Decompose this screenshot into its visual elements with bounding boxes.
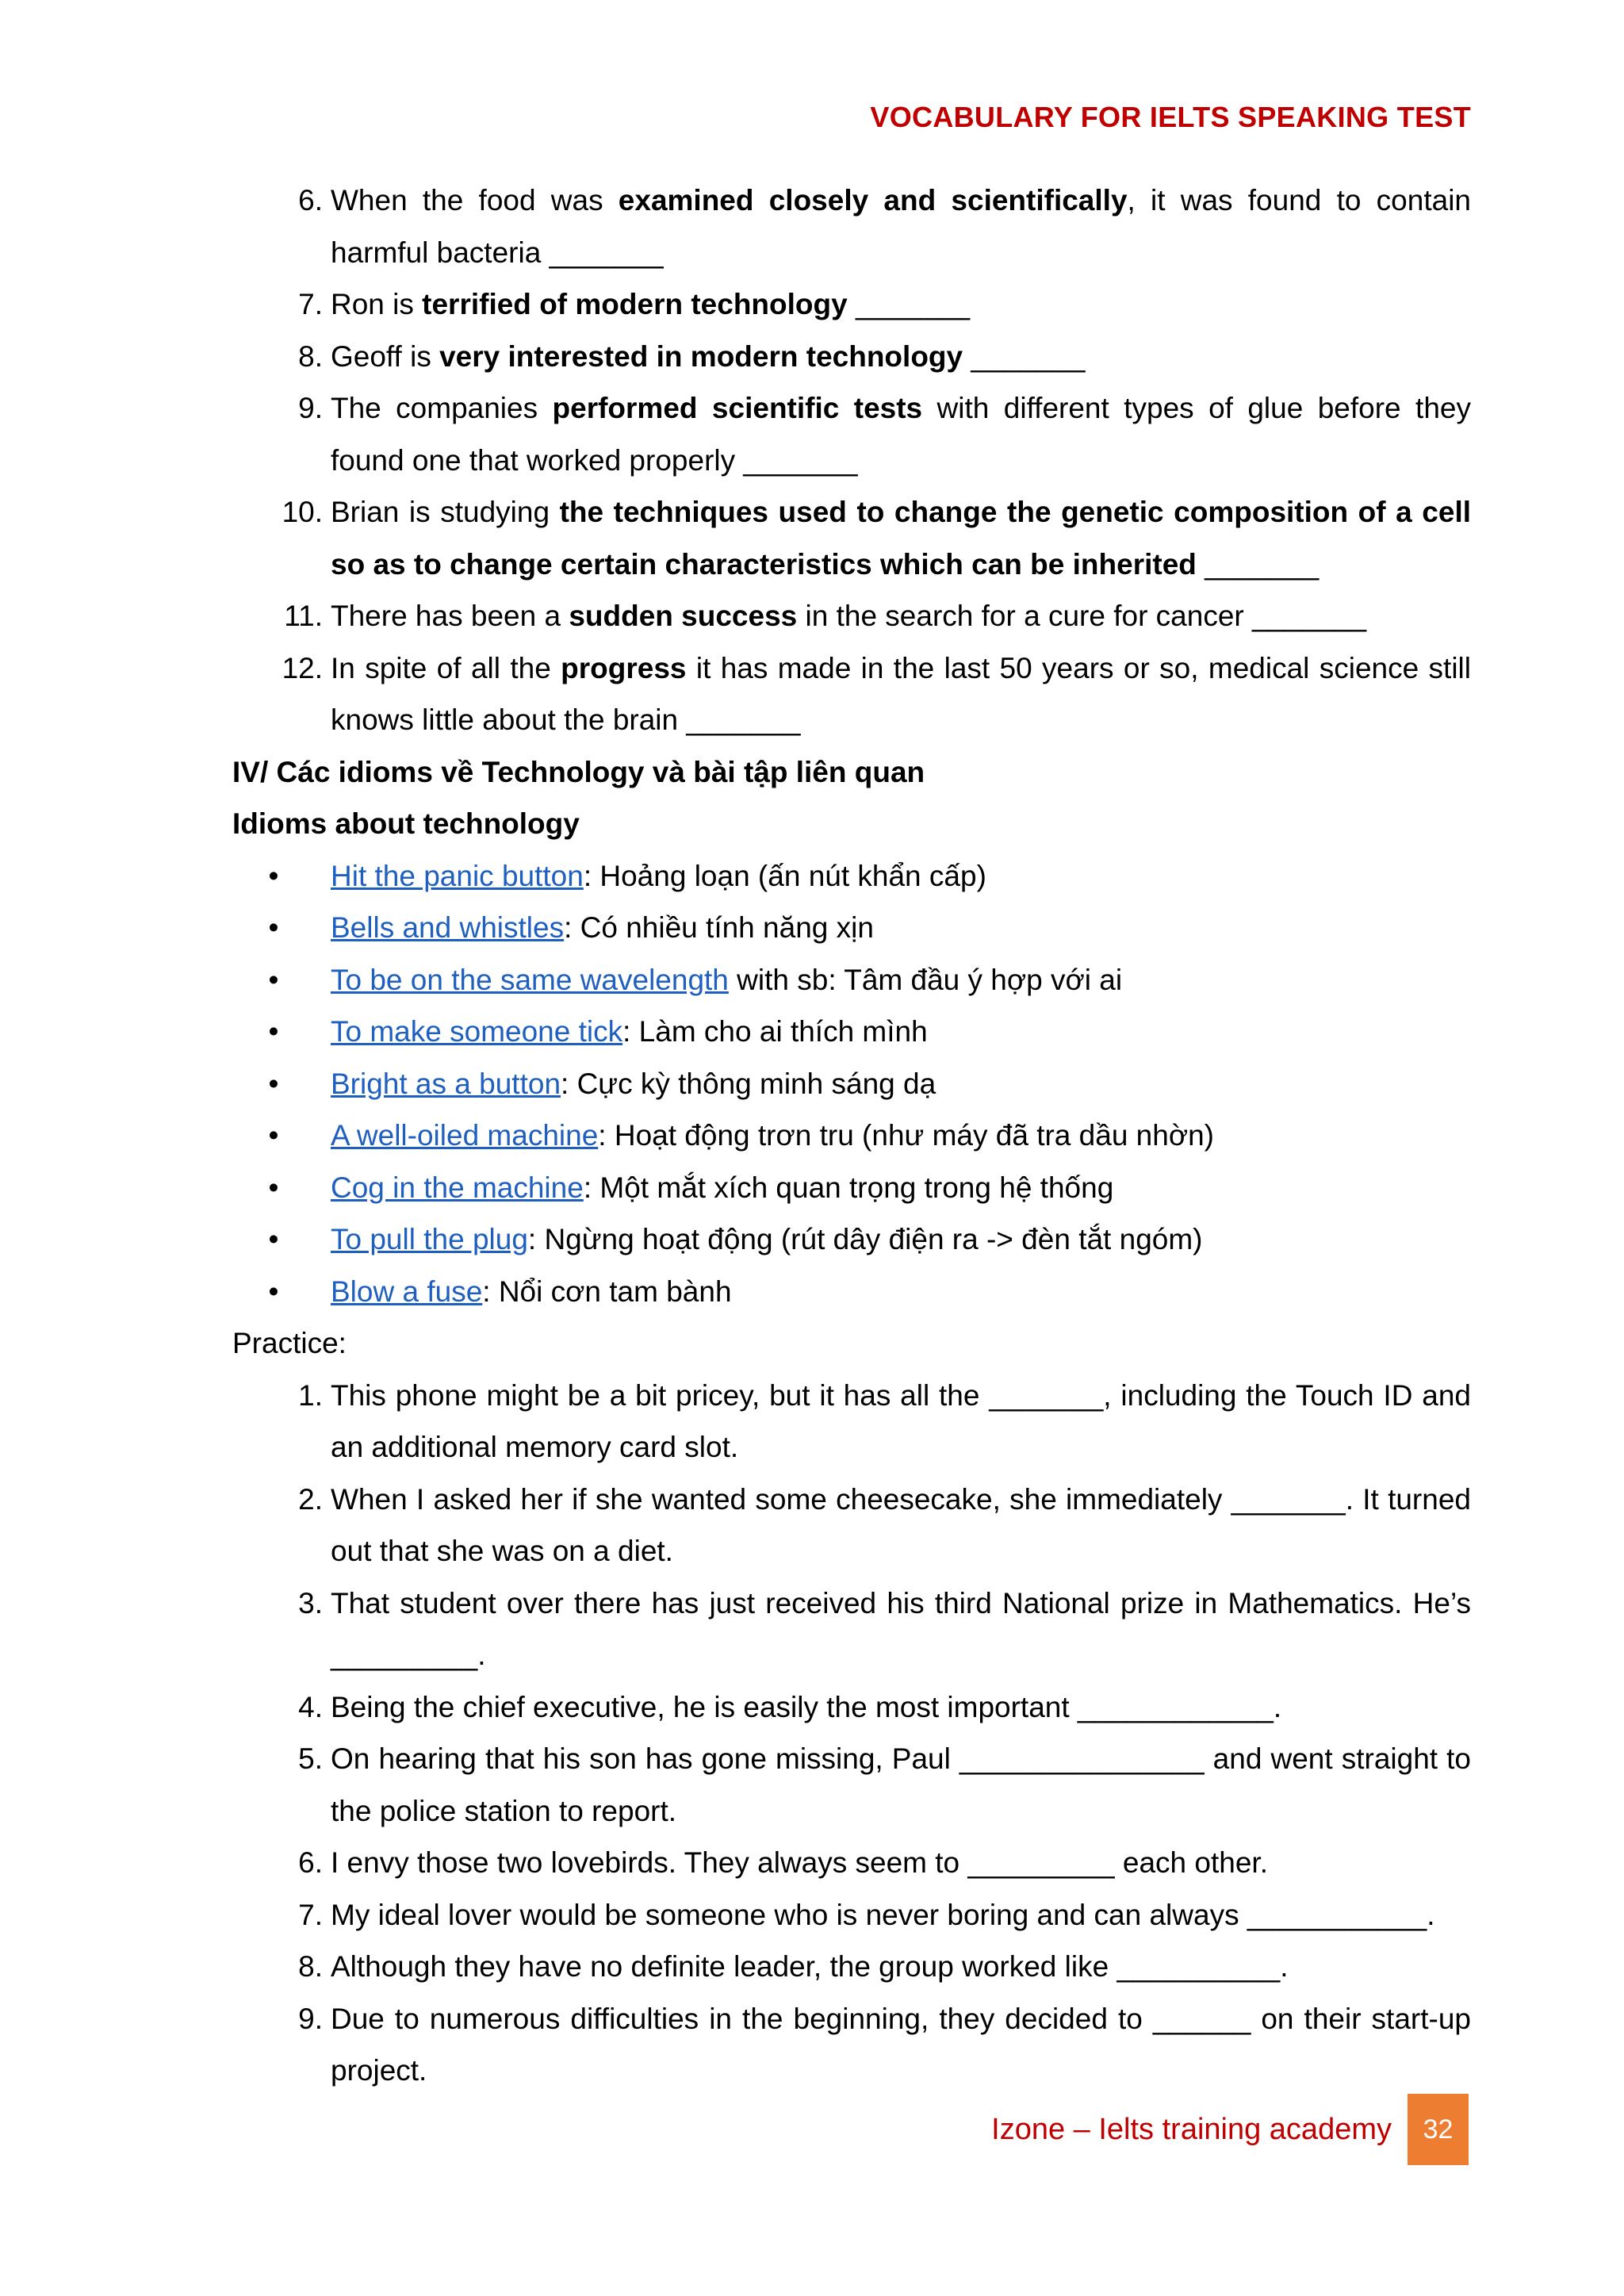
item-number: 7.: [298, 288, 323, 320]
bullet-icon: •: [268, 1015, 279, 1048]
text-segment: it has made in the last 50 years or so, medical science still knows little about the brain _______: [331, 651, 1471, 736]
text-segment: Ron is: [331, 288, 423, 320]
bold-phrase: very interested in modern technology: [439, 339, 963, 373]
bold-phrase: sudden success: [569, 600, 798, 632]
idiom-text: [331, 1110, 1214, 1162]
bold-phrase: performed scientific tests: [552, 392, 923, 424]
item-text: Although they have no definite leader, the group worked like __________.: [331, 1950, 1289, 1983]
idiom-link[interactable]: Blow a fuse: [331, 1274, 483, 1308]
item-text: This phone might be a bit pricey, but it has all the _______, including the Touch ID and an additional memory card slot.: [331, 1378, 1471, 1463]
item-text: [331, 174, 1471, 278]
exercise-item: [232, 642, 1471, 746]
idioms-heading: Idioms about technology: [232, 807, 580, 840]
text-segment: In spite of all the: [331, 651, 561, 684]
exercise-item: [232, 590, 1471, 642]
idiom-text: [331, 954, 1122, 1006]
practice-item: [232, 1681, 1471, 1734]
item-number: 7.: [298, 1898, 323, 1931]
practice-item: [232, 1577, 1471, 1681]
practice-list: [232, 1370, 1471, 2097]
idiom-text: [331, 902, 874, 954]
text-segment: _______: [963, 339, 1086, 373]
item-number: 9.: [298, 392, 323, 424]
item-text: [331, 331, 1471, 383]
bold-phrase: terrified of modern technology: [422, 288, 848, 320]
exercise-item: [232, 174, 1471, 278]
item-text: My ideal lover would be someone who is never boring and can always ___________.: [331, 1898, 1435, 1931]
practice-label: Practice:: [232, 1327, 347, 1359]
item-text: [331, 382, 1471, 486]
idiom-meaning: : Hoạt động trơn tru (như máy đã tra dầu nhờn): [598, 1119, 1214, 1152]
bullet-icon: •: [268, 963, 279, 996]
idiom-item: [232, 850, 1471, 903]
idiom-meaning: with sb: Tâm đầu ý hợp với ai: [728, 963, 1123, 996]
item-text: [331, 486, 1471, 590]
bullet-icon: •: [268, 911, 279, 944]
item-number: 2.: [298, 1482, 323, 1516]
idiom-item: [232, 1213, 1471, 1266]
text-segment: When the food was: [331, 184, 619, 217]
idiom-item: [232, 902, 1471, 954]
idiom-meaning: : Ngừng hoạt động (rút dây điện ra -> đèn tắt ngóm): [527, 1223, 1203, 1255]
text-segment: , it was found to contain harmful bacteria _______: [331, 184, 1471, 269]
idiom-link[interactable]: Hit the panic button: [331, 859, 584, 892]
practice-item: [232, 1889, 1471, 1941]
item-number: 10.: [282, 496, 323, 528]
bold-phrase: the techniques used to change the genetic composition of a cell so as to change certain characteristics which can be inherited: [331, 496, 1472, 581]
text-segment: in the search for a cure for cancer _______: [797, 600, 1367, 632]
bold-phrase: examined closely and scientifically: [618, 184, 1128, 217]
idiom-link[interactable]: Cog in the machine: [331, 1171, 584, 1204]
idiom-item: [232, 1162, 1471, 1214]
idiom-meaning: : Một mắt xích quan trọng trong hệ thống: [583, 1171, 1114, 1204]
practice-item: [232, 1370, 1471, 1474]
idiom-item: [232, 954, 1471, 1006]
text-segment: There has been a: [331, 600, 569, 632]
idiom-text: [331, 1266, 732, 1318]
item-number: 9.: [298, 2002, 323, 2035]
idiom-text: [331, 1213, 1203, 1266]
exercise-item: [232, 278, 1471, 331]
idiom-link[interactable]: A well-oiled machine: [331, 1119, 599, 1152]
practice-item: [232, 1837, 1471, 1889]
idiom-link[interactable]: To be on the same wavelength: [331, 963, 729, 996]
footer: [991, 2094, 1469, 2165]
idiom-item: [232, 1110, 1471, 1162]
text-segment: The companies: [331, 392, 553, 424]
exercise-item: [232, 331, 1471, 383]
text-segment: with different types of glue before they found one that worked properly _______: [331, 392, 1471, 477]
idiom-item: [232, 1058, 1471, 1110]
exercise-list: [232, 174, 1471, 746]
idiom-link[interactable]: Bright as a button: [331, 1067, 561, 1100]
idiom-meaning: : Làm cho ai thích mình: [622, 1015, 928, 1048]
idiom-link[interactable]: To pull the plug: [331, 1223, 528, 1255]
item-number: 3.: [298, 1586, 323, 1619]
idiom-text: [331, 1058, 936, 1110]
idiom-meaning: : Hoảng loạn (ấn nút khẩn cấp): [583, 859, 986, 892]
bullet-icon: •: [268, 1067, 279, 1100]
idiom-link[interactable]: Bells and whistles: [331, 911, 565, 944]
exercise-item: [232, 486, 1471, 590]
text-segment: Brian is studying: [331, 496, 560, 528]
item-text: On hearing that his son has gone missing, Paul _______________ and went straight to the police station to report.: [331, 1742, 1471, 1827]
item-number: 8.: [298, 1950, 323, 1983]
item-text: [331, 590, 1471, 642]
bullet-icon: •: [268, 1223, 279, 1255]
item-number: 8.: [298, 339, 323, 373]
text-segment: Geoff is: [331, 339, 440, 373]
text-segment: _______: [1196, 547, 1320, 581]
idiom-link[interactable]: To make someone tick: [331, 1015, 623, 1048]
idiom-meaning: : Có nhiều tính năng xịn: [564, 911, 874, 944]
header-title: VOCABULARY FOR IELTS SPEAKING TEST: [870, 101, 1471, 133]
idiom-meaning: : Nổi cơn tam bành: [482, 1274, 732, 1308]
item-text: [331, 278, 1471, 331]
text-segment: _______: [847, 288, 971, 320]
bullet-icon: •: [268, 1171, 279, 1204]
exercise-item: [232, 382, 1471, 486]
item-number: 11.: [284, 600, 323, 632]
item-number: 5.: [298, 1742, 323, 1775]
idiom-item: [232, 1006, 1471, 1058]
bold-phrase: progress: [561, 651, 687, 684]
item-number: 1.: [298, 1378, 323, 1412]
idiom-text: [331, 1006, 928, 1058]
practice-item: [232, 1993, 1471, 2097]
item-text: I envy those two lovebirds. They always seem to _________ each other.: [331, 1846, 1268, 1879]
bullet-icon: •: [268, 859, 279, 892]
practice-item: [232, 1941, 1471, 1993]
item-text: When I asked her if she wanted some cheesecake, she immediately _______. It turned out that she was on a diet.: [331, 1482, 1471, 1567]
practice-item: [232, 1733, 1471, 1837]
item-text: Due to numerous difficulties in the beginning, they decided to ______ on their start-up project.: [331, 2002, 1471, 2087]
idiom-text: [331, 1162, 1113, 1214]
footer-text: Izone – Ielts training academy: [991, 2112, 1392, 2146]
item-text: Being the chief executive, he is easily the most important ____________.: [331, 1690, 1282, 1723]
section-heading: IV/ Các idioms về Technology và bài tập liên quan: [232, 755, 925, 788]
item-text: That student over there has just received his third National prize in Mathematics. He’s _________.: [331, 1586, 1471, 1671]
item-number: 4.: [298, 1690, 323, 1723]
bullet-icon: •: [268, 1274, 279, 1308]
practice-item: [232, 1474, 1471, 1577]
page-number: 32: [1408, 2094, 1469, 2165]
page-content: [232, 174, 1471, 2097]
idiom-item: [232, 1266, 1471, 1318]
bullet-icon: •: [268, 1119, 279, 1152]
idiom-list: [232, 850, 1471, 1318]
item-number: 6.: [298, 1846, 323, 1879]
item-number: 12.: [282, 651, 323, 684]
item-number: 6.: [298, 184, 323, 217]
item-text: [331, 642, 1471, 746]
idiom-text: [331, 850, 986, 903]
idiom-meaning: : Cực kỳ thông minh sáng dạ: [561, 1067, 936, 1100]
